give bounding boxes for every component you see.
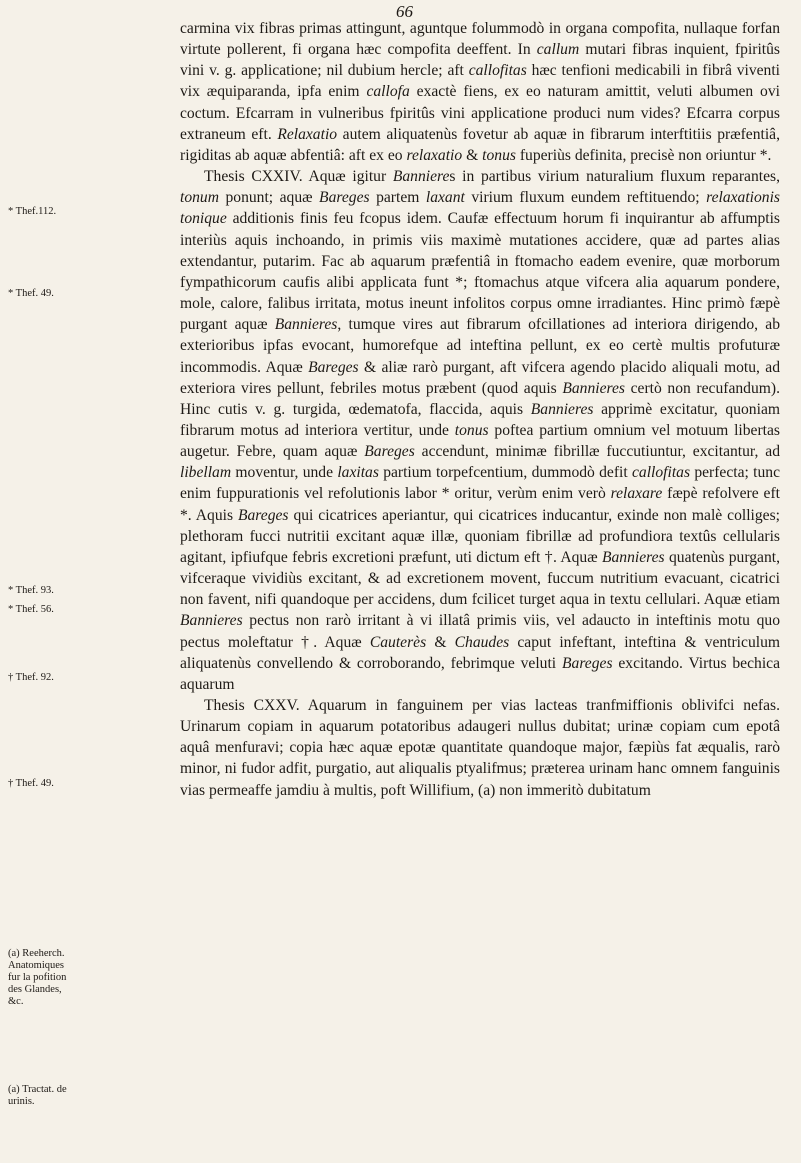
margin-note: † Thef. 49. xyxy=(8,778,54,789)
margin-note: * Thef. 49. xyxy=(8,288,54,299)
margin-note: * Thef.112. xyxy=(8,206,57,217)
page-number: 66 xyxy=(396,2,413,21)
margin-note: (a) Tractat. de urinis. xyxy=(8,1084,67,1107)
margin-note: * Thef. 93. xyxy=(8,585,54,596)
paragraph: Thesis CXXIV. Aquæ igitur Bannieres in partibus virium naturalium fluxum reparantes, tonum ponunt; aquæ Bareges partem laxant virium fluxum eundem reftituendo; relaxationis tonique additionis finis feu fcopus idem. Caufæ effectuum horum fi inquirantur ab affumptis interiùs aquis inchoando, in primis viis maximè mutationes accidere, quæ ad partes alias extendantur, putarim. Fac ab aquarum præfentiâ in ftomacho eadem evenire, quæ morborum fympathicorum caufis alibi applicata funt *; ftomachus atque vifcera alia aquarum pondere, mole, calore, falibus irritata, motus ineunt infolitos corpus omne irradiantes. Hinc primò fæpè purgant aquæ Bannieres, tumque vires aut fibrarum ofcillationes ad interiora dirigendo, ab exterioribus ipfas evocant, humorefque ad inteftina pellunt, ex eo certè multis profuturæ incommodis. Aquæ Bareges & aliæ rarò purgant, aft vifcera agendo placido aliquali motu, ad exteriora vires pellunt, febriles motus præbent (quod aquis Bannieres certò non recufandum). Hinc cutis v. g. turgida, œdematofa, flaccida, aquis Bannieres apprimè excitatur, quoniam fibrarum motus ad interiora vertitur, unde tonus poftea partium omnium vel motuum libertas augetur. Febre, quam aquæ Bareges accendunt, minimæ fibrillæ fuccutiuntur, excitantur, ad libellam moventur, unde laxitas partium torpefcentium, dummodò defit callofitas perfecta; tunc enim fuppurationis vel refolutionis labor * oritur, verùm enim verò relaxare fæpè refolvere eft *. Aquis Bareges qui cicatrices aperiantur, qui cicatrices inducantur, exinde non malè colliges; plethoram fucci nutritii excitant aquæ illæ, quoniam fibrillæ ad profundiora textûs cellularis agitant, ipfiufque febris excretioni præfunt, uti dictum eft †. Aquæ Bannieres quatenùs purgant, vifceraque vividiùs excitant, & ad excretionem movent, fuccum nutritium evacuant, cicatrici non favent, nifi quandoque per accidens, dum fcilicet turget aqua in textu cellulari. Aquæ etiam Bannieres pectus non rarò irritant à vi illatâ primis viis, vel adaucto in inteftinis motu quo pectus moleftatur †. Aquæ Cauterès & Chaudes caput infeftant, inteftina & ventriculum aliquatenùs convellendo & corroborando, febrimque veluti Bareges excitando. Virtus bechica aquarum xyxy=(180,168,780,693)
margin-note: (a) Reeherch. Anatomiques fur la pofition des Glandes, &c. xyxy=(8,948,67,1007)
paragraph: Thesis CXXV. Aquarum in fanguinem per vias lacteas tranfmiffionis oblivifci nefas. Urinarum copiam in aquarum potatoribus adaugeri nullus dubitat; urinæ copiam cum epotâ aquâ menfuravi; copia hæc aquæ epotæ quantitate quandoque major, fæpiùs fat æqualis, rarò minor, ni fudor adfit, purgatio, aut aliqualis ptyalifmus; præterea urinam hanc omnem fanguinis vias permeaffe jamdiu à multis, poft Willifium, (a) non immeritò dubitatum xyxy=(180,697,780,799)
margin-note: * Thef. 56. xyxy=(8,604,54,615)
body-text xyxy=(180,18,780,801)
paragraph: carmina vix fibras primas attingunt, aguntque folummodò in organa compofita, nullaque forfan virtute pollerent, fi organa hæc compofita deeffent. In callum mutari fibras inquient, fpiritûs vini v. g. applicatione; nil dubium hercle; aft callofitas hæc tenfioni medicabili in fibrâ viventi vix æquiparanda, ipfa enim callofa exactè fiens, ex eo naturam amittit, veluti albumen ovi coctum. Efcarram in vulneribus fpiritûs vini applicatione produci num vides? Efcarra corpus extraneum eft. Relaxatio autem aliquatenùs fovetur ab aquæ in fibrarum interftitiis præfentiâ, rigiditas ab aquæ abfentiâ: aft ex eo relaxatio & tonus fuperiùs definita, precisè non oriuntur *. xyxy=(180,20,781,164)
margin-note: † Thef. 92. xyxy=(8,672,54,683)
